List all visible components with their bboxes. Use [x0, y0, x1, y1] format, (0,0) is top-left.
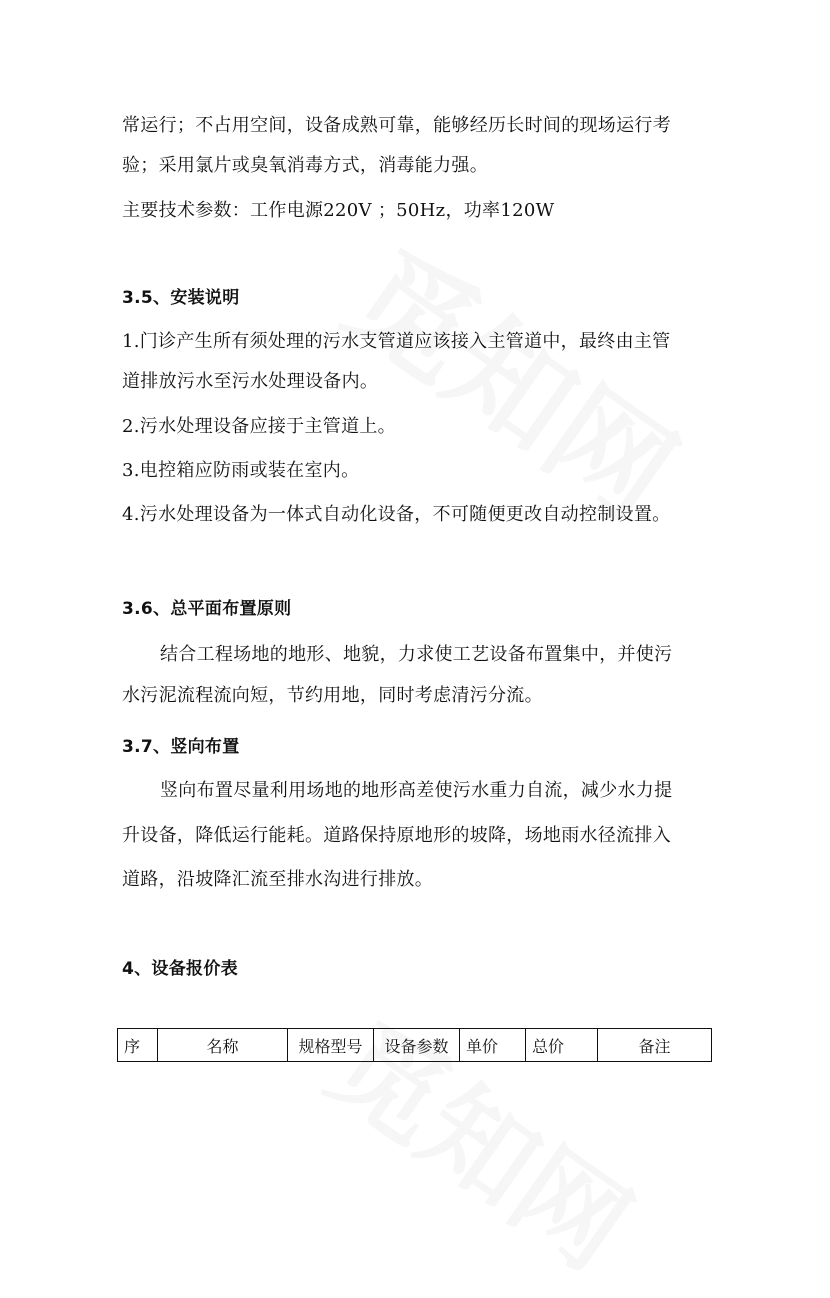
install-item-1-cont: 道排放污水至污水处理设备内。 [122, 371, 379, 392]
col-header-params: 设备参数 [374, 1029, 460, 1062]
table-header-row [118, 1029, 712, 1062]
section-heading-4: 4、设备报价表 [122, 959, 238, 979]
col-header-remarks: 备注 [598, 1029, 712, 1062]
section-heading-3-7: 3.7、竖向布置 [122, 737, 240, 757]
col-header-name: 名称 [158, 1029, 288, 1062]
col-header-total-price: 总价 [526, 1029, 598, 1062]
tech-params: 主要技术参数：工作电源220V ；50Hz，功率120W [122, 200, 555, 221]
install-item-3: 3.电控箱应防雨或装在室内。 [122, 460, 360, 481]
quote-table [117, 1028, 712, 1062]
layout-principle-line: 结合工程场地的地形、地貌，力求使工艺设备布置集中，并使污 [160, 644, 673, 665]
col-header-unit-price: 单价 [460, 1029, 526, 1062]
vertical-layout-line: 竖向布置尽量利用场地的地形高差使污水重力自流，减少水力提 [160, 780, 673, 801]
vertical-layout-line: 升设备，降低运行能耗。道路保持原地形的坡降，场地雨水径流排入 [122, 825, 671, 846]
section-heading-3-6: 3.6、总平面布置原则 [122, 599, 292, 619]
paragraph-line: 验；采用氯片或臭氧消毒方式，消毒能力强。 [122, 155, 488, 176]
install-item-2: 2.污水处理设备应接于主管道上。 [122, 416, 396, 437]
layout-principle-line: 水污泥流程流向短，节约用地，同时考虑清污分流。 [122, 685, 543, 706]
paragraph-line: 常运行；不占用空间，设备成熟可靠，能够经历长时间的现场运行考 [122, 115, 671, 136]
install-item-1: 1.门诊产生所有须处理的污水支管道应该接入主管道中，最终由主管 [122, 331, 671, 352]
install-item-4: 4.污水处理设备为一体式自动化设备，不可随便更改自动控制设置。 [122, 504, 671, 525]
vertical-layout-line: 道路，沿坡降汇流至排水沟进行排放。 [122, 869, 434, 890]
section-heading-3-5: 3.5、安装说明 [122, 288, 240, 308]
col-header-index: 序 [118, 1029, 158, 1062]
col-header-model: 规格型号 [288, 1029, 374, 1062]
